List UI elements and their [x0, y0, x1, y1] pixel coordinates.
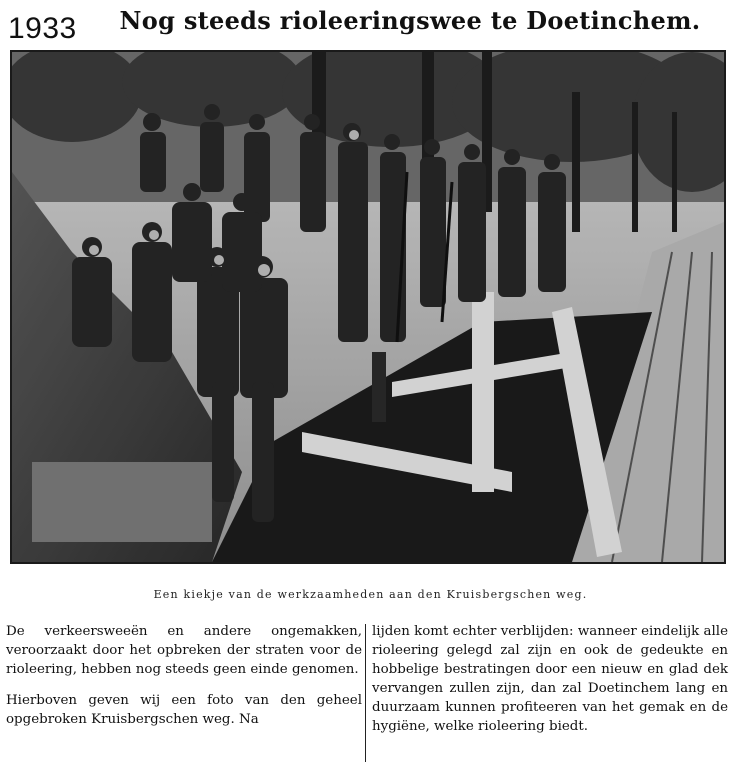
- workers-photo-illustration: [12, 52, 724, 562]
- article-paragraph: De verkeersweeën en andere ongemakken, veroorzaakt door het opbreken der straten voor de rioleering, hebben nog steeds geen einde genomen.: [6, 624, 362, 677]
- headline: Nog steeds rioleeringswee te Doetinchem.: [119, 6, 701, 35]
- article-column-right: [372, 622, 728, 748]
- article-paragraph: Hierboven geven wij een foto van den geheel opgebroken Kruisbergschen weg. Na: [6, 693, 362, 727]
- photo-caption: Een kiekje van de werkzaamheden aan den Kruisbergschen weg.: [153, 588, 588, 601]
- article-paragraph: lijden komt echter verblijden: wanneer eindelijk alle rioleering gelegd zal zijn en ook de gedeukte en hobbelige bestratingen door een nieuw en glad dek vervangen zullen zijn, dan zal Doetinchem lang en duurzaam kunnen profiteeren van het gemak en de hygiëne, welke rioleering biedt.: [372, 624, 728, 734]
- column-divider: [365, 624, 366, 762]
- article-column-left: [6, 622, 362, 741]
- year-label: 1933: [8, 12, 77, 45]
- newspaper-photo: [10, 50, 726, 564]
